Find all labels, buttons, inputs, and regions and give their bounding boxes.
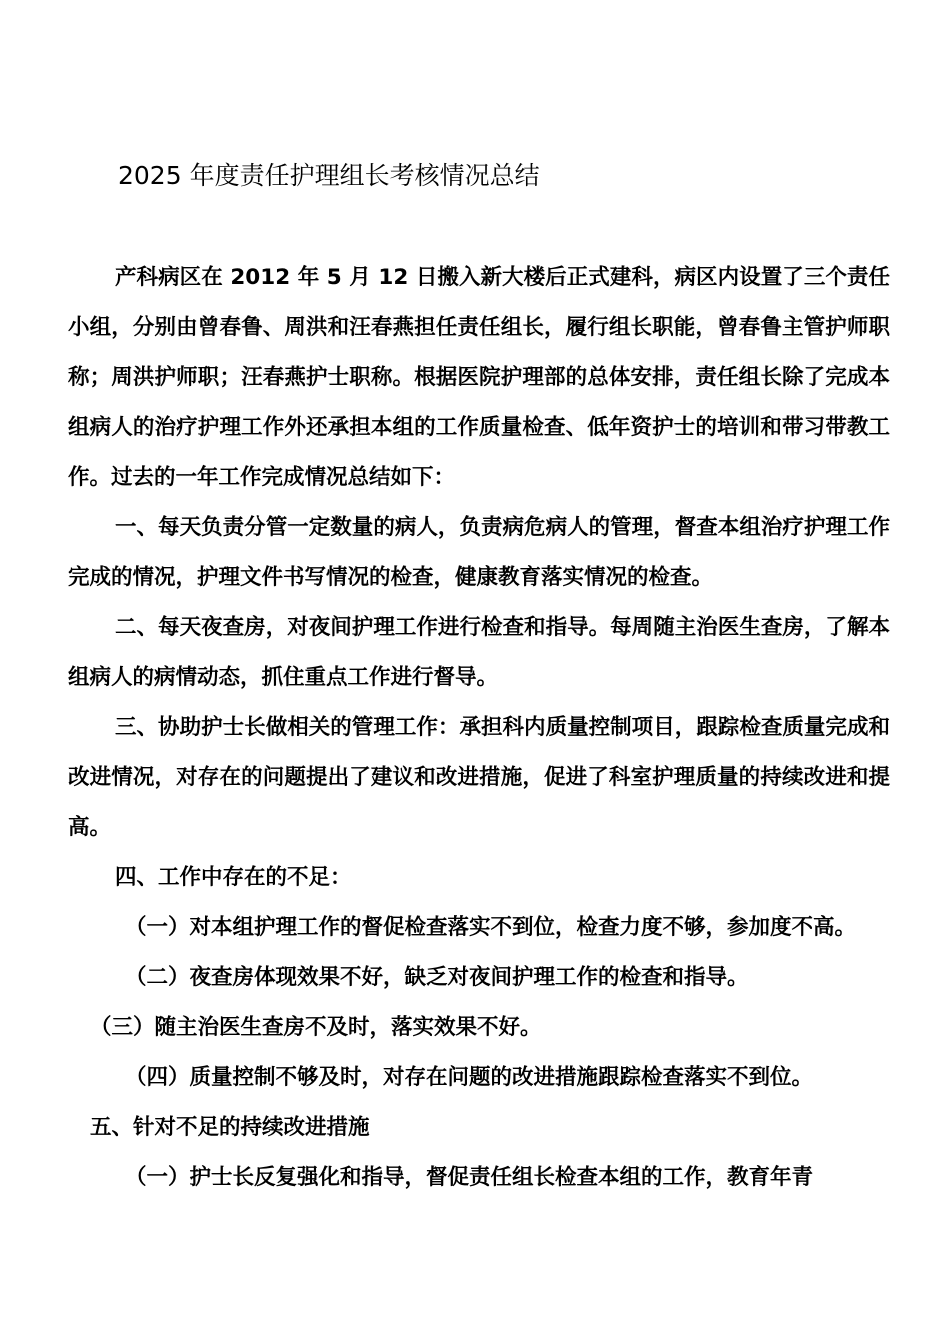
paragraph-item-5: 五、针对不足的持续改进措施 [90, 1115, 370, 1140]
paragraph-sub-5: （一）护士长反复强化和指导，督促责任组长检查本组的工作，教育年青 [125, 1165, 814, 1190]
paragraph-item-2: 二、每天夜查房，对夜间护理工作进行检查和指导。每周随主治医生查房，了解本组病人的病情动态，抓住重点工作进行督导。 [68, 615, 890, 690]
paragraph-sub-3: （三）随主治医生查房不及时，落实效果不好。 [90, 1015, 542, 1040]
paragraph-sub-2: （二）夜查房体现效果不好，缺乏对夜间护理工作的检查和指导。 [125, 965, 749, 990]
document-title: 2025 年度责任护理组长考核情况总结 [118, 161, 540, 190]
paragraph-sub-1: （一）对本组护理工作的督促检查落实不到位，检查力度不够，参加度不高。 [125, 915, 857, 940]
paragraph-item-4: 四、工作中存在的不足： [115, 865, 352, 890]
paragraph-item-3: 三、协助护士长做相关的管理工作：承担科内质量控制项目，跟踪检查质量完成和改进情况，对存在的问题提出了建议和改进措施，促进了科室护理质量的持续改进和提高。 [68, 715, 890, 840]
document-body [68, 253, 890, 1203]
paragraph-sub-4: （四）质量控制不够及时，对存在问题的改进措施跟踪检查落实不到位。 [125, 1065, 814, 1090]
paragraph-item-1: 一、每天负责分管一定数量的病人，负责病危病人的管理，督查本组治疗护理工作完成的情况，护理文件书写情况的检查，健康教育落实情况的检查。 [68, 515, 890, 590]
paragraph-intro: 产科病区在 2012 年 5 月 12 日搬入新大楼后正式建科，病区内设置了三个责任小组，分别由曾春鲁、周洪和汪春燕担任责任组长，履行组长职能，曾春鲁主管护师职称；周洪护师职；汪春燕护士职称。根据医院护理部的总体安排，责任组长除了完成本组病人的治疗护理工作外还承担本组的工作质量检查、低年资护士的培训和带习带教工作。过去的一年工作完成情况总结如下： [68, 265, 890, 490]
